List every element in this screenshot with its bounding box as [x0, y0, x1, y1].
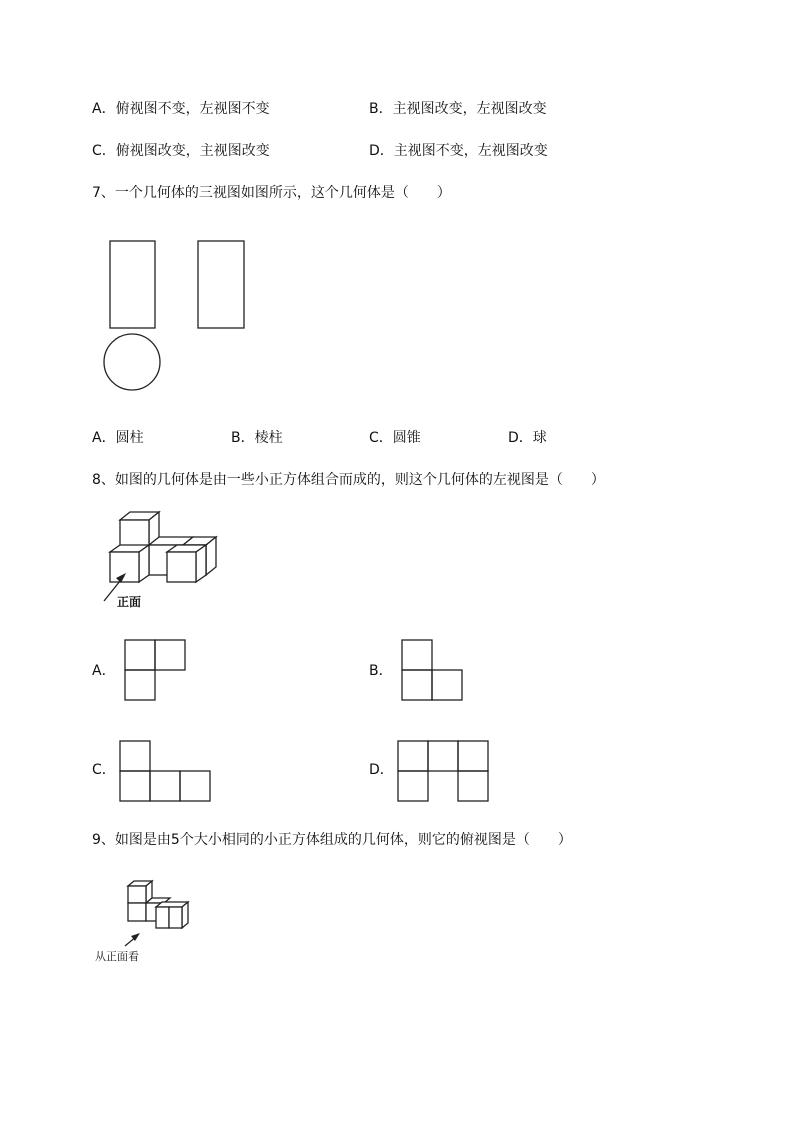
q8-option-a-figure: [122, 637, 192, 707]
q8-option-d-figure: [395, 738, 495, 808]
q7-stem: 7、一个几何体的三视图如图所示，这个几何体是（ ）: [92, 185, 451, 201]
q8-stem: 8、如图的几何体是由一些小正方体组合而成的，则这个几何体的左视图是（ ）: [92, 472, 605, 488]
q7-side-view-rect: [198, 241, 244, 328]
q7-option-d: D．球: [508, 430, 547, 446]
q8-option-c-label: C．: [92, 762, 116, 778]
q6-option-a: A．俯视图不变，左视图不变: [92, 101, 270, 117]
q8-option-a-label: A．: [92, 663, 116, 679]
q8-option-b-label: B．: [369, 663, 393, 679]
q8-front-caption: 正面: [117, 595, 142, 609]
q8-option-c-figure: [117, 738, 217, 808]
q7-option-a: A．圆柱: [92, 430, 144, 446]
q6-option-b: B．主视图改变，左视图改变: [369, 101, 547, 117]
q7-top-view-circle: [104, 334, 160, 390]
q8-option-b-figure: [399, 637, 469, 707]
q8-solid-figure: [95, 506, 235, 616]
q9-solid-figure: [92, 876, 212, 971]
q9-stem: 9、如图是由5个大小相同的小正方体组成的几何体，则它的俯视图是（ ）: [92, 832, 572, 848]
q7-front-view-rect: [110, 241, 155, 328]
q6-option-d: D．主视图不变，左视图改变: [369, 143, 548, 159]
q7-option-b: B．棱柱: [231, 430, 283, 446]
q6-option-c: C．俯视图改变，主视图改变: [92, 143, 270, 159]
q7-three-views-figure: [100, 238, 280, 398]
q7-option-c: C．圆锥: [369, 430, 421, 446]
q8-option-d-label: D．: [369, 762, 394, 778]
q9-front-caption: 从正面看: [95, 950, 139, 963]
